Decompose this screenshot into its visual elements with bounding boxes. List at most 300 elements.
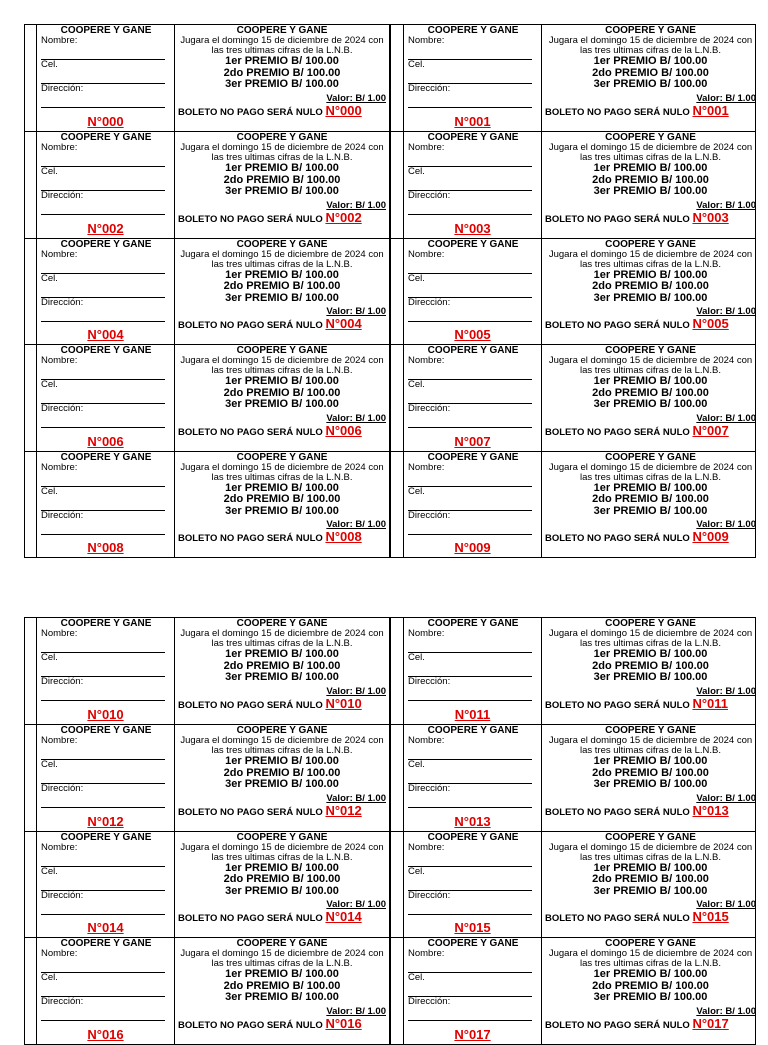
cel-line xyxy=(41,983,165,997)
nulo-notice xyxy=(178,1017,386,1032)
nulo-text: BOLETO NO PAGO SERÁ NULO xyxy=(545,213,690,225)
prize-1: 1er PREMIO B/ 100.00 xyxy=(593,268,708,281)
nulo-text: BOLETO NO PAGO SERÁ NULO xyxy=(545,913,690,925)
row-margin xyxy=(25,725,37,830)
cel-line xyxy=(408,70,532,84)
draw-text: Jugara el domingo 15 de diciembre de 2024 con las tres ultimas cifras de la L.N.B. xyxy=(180,142,384,164)
stub-title: COOPERE Y GANE xyxy=(427,132,519,144)
main-title: COOPERE Y GANE xyxy=(236,451,328,463)
cel-label: Cel. xyxy=(41,379,58,391)
address-line xyxy=(41,687,165,701)
ticket-value: Valor: B/ 1.00 xyxy=(696,1005,756,1017)
main-title: COOPERE Y GANE xyxy=(236,238,328,250)
main-title: COOPERE Y GANE xyxy=(605,345,696,357)
prize-3: 3er PREMIO B/ 100.00 xyxy=(225,778,339,791)
name-label: Nombre: xyxy=(408,735,445,747)
ticket-value: Valor: B/ 1.00 xyxy=(696,685,756,697)
stub-title: COOPERE Y GANE xyxy=(427,725,519,737)
draw-text: Jugara el domingo 15 de diciembre de 2024 con las tres ultimas cifras de la L.N.B. xyxy=(180,628,384,649)
address-line xyxy=(41,794,165,808)
ticket-number: N°006 xyxy=(325,422,362,438)
ticket-stub xyxy=(404,345,542,450)
stub-title: COOPERE Y GANE xyxy=(427,25,519,36)
draw-text: Jugara el domingo 15 de diciembre de 2024 con las tres ultimas cifras de la L.N.B. xyxy=(180,35,384,56)
prize-3: 3er PREMIO B/ 100.00 xyxy=(593,778,708,791)
cel-label: Cel. xyxy=(41,652,58,663)
prize-1: 1er PREMIO B/ 100.00 xyxy=(593,375,708,388)
prize-3: 3er PREMIO B/ 100.00 xyxy=(225,991,339,1004)
name-label: Nombre: xyxy=(408,948,445,960)
nulo-notice xyxy=(178,804,386,819)
ticket-row xyxy=(25,618,755,724)
stub-number: N°000 xyxy=(87,114,124,130)
name-label: Nombre: xyxy=(41,948,78,960)
prize-1: 1er PREMIO B/ 100.00 xyxy=(225,755,339,768)
prize-2: 2do PREMIO B/ 100.00 xyxy=(223,280,341,293)
nulo-text: BOLETO NO PAGO SERÁ NULO xyxy=(178,533,323,545)
address-line xyxy=(408,1007,532,1021)
row-divider xyxy=(390,452,404,557)
prize-1: 1er PREMIO B/ 100.00 xyxy=(225,968,339,981)
ticket-main xyxy=(175,725,390,830)
name-label: Nombre: xyxy=(408,142,445,154)
stub-number: N°004 xyxy=(87,327,124,343)
nulo-text: BOLETO NO PAGO SERÁ NULO xyxy=(545,106,690,118)
nulo-text: BOLETO NO PAGO SERÁ NULO xyxy=(545,533,690,545)
main-title: COOPERE Y GANE xyxy=(236,831,328,843)
name-line xyxy=(41,959,165,973)
cel-line xyxy=(41,390,165,404)
draw-text: Jugara el domingo 15 de diciembre de 2024 con las tres ultimas cifras de la L.N.B. xyxy=(548,355,753,377)
name-line xyxy=(408,959,532,973)
ticket-stub xyxy=(404,25,542,131)
stub-title: COOPERE Y GANE xyxy=(60,725,152,737)
ticket-main xyxy=(175,25,390,131)
address-line xyxy=(41,521,165,535)
cel-line xyxy=(41,70,165,84)
stub-number: N°011 xyxy=(454,707,491,723)
nulo-text: BOLETO NO PAGO SERÁ NULO xyxy=(545,806,690,818)
nulo-text: BOLETO NO PAGO SERÁ NULO xyxy=(178,699,323,711)
cel-label: Cel. xyxy=(41,759,58,771)
prize-1: 1er PREMIO B/ 100.00 xyxy=(593,755,708,768)
nulo-text: BOLETO NO PAGO SERÁ NULO xyxy=(178,426,323,438)
ticket-stub xyxy=(37,25,175,131)
address-line xyxy=(41,901,165,915)
stub-title: COOPERE Y GANE xyxy=(427,238,519,250)
nulo-text: BOLETO NO PAGO SERÁ NULO xyxy=(545,1019,690,1031)
nulo-text: BOLETO NO PAGO SERÁ NULO xyxy=(178,806,323,818)
draw-text: Jugara el domingo 15 de diciembre de 2024 con las tres ultimas cifras de la L.N.B. xyxy=(548,35,753,56)
prize-1: 1er PREMIO B/ 100.00 xyxy=(593,861,708,874)
ticket-value: Valor: B/ 1.00 xyxy=(696,792,756,804)
row-divider xyxy=(390,239,404,344)
stub-title: COOPERE Y GANE xyxy=(60,618,152,629)
address-line xyxy=(41,94,165,108)
cel-label: Cel. xyxy=(41,272,58,284)
row-divider xyxy=(390,345,404,450)
ticket-stub xyxy=(404,618,542,724)
main-title: COOPERE Y GANE xyxy=(605,831,696,843)
ticket-value: Valor: B/ 1.00 xyxy=(326,412,386,424)
address-label: Dirección: xyxy=(408,403,451,415)
cel-line xyxy=(41,497,165,511)
ticket-stub xyxy=(404,132,542,237)
prize-3: 3er PREMIO B/ 100.00 xyxy=(225,671,339,683)
row-margin xyxy=(25,938,37,1043)
ticket-number: N°014 xyxy=(325,909,362,925)
prize-2: 2do PREMIO B/ 100.00 xyxy=(223,493,341,506)
draw-text: Jugara el domingo 15 de diciembre de 2024 con las tres ultimas cifras de la L.N.B. xyxy=(180,248,384,270)
ticket-main xyxy=(175,832,390,937)
draw-text: Jugara el domingo 15 de diciembre de 2024 con las tres ultimas cifras de la L.N.B. xyxy=(180,735,384,757)
address-label: Dirección: xyxy=(408,83,451,94)
ticket-row xyxy=(25,344,755,450)
name-line xyxy=(41,746,165,760)
nulo-notice xyxy=(178,104,386,119)
address-line xyxy=(408,414,532,428)
address-line xyxy=(408,201,532,215)
stub-number: N°007 xyxy=(454,433,491,449)
draw-text: Jugara el domingo 15 de diciembre de 2024 con las tres ultimas cifras de la L.N.B. xyxy=(548,735,753,757)
address-label: Dirección: xyxy=(41,676,84,687)
stub-title: COOPERE Y GANE xyxy=(427,451,519,463)
main-title: COOPERE Y GANE xyxy=(605,238,696,250)
nulo-notice xyxy=(545,530,756,545)
ticket-row xyxy=(25,451,755,557)
address-label: Dirección: xyxy=(41,403,84,415)
cel-line xyxy=(41,177,165,191)
row-divider xyxy=(390,25,404,131)
name-label: Nombre: xyxy=(41,35,78,46)
prize-3: 3er PREMIO B/ 100.00 xyxy=(593,78,708,90)
ticket-row xyxy=(25,831,755,937)
draw-text: Jugara el domingo 15 de diciembre de 2024 con las tres ultimas cifras de la L.N.B. xyxy=(180,841,384,863)
prize-2: 2do PREMIO B/ 100.00 xyxy=(592,280,709,293)
row-margin xyxy=(25,345,37,450)
name-label: Nombre: xyxy=(41,248,78,260)
name-line xyxy=(41,639,165,653)
ticket-value: Valor: B/ 1.00 xyxy=(326,92,386,104)
name-label: Nombre: xyxy=(41,628,78,639)
ticket-main xyxy=(542,832,759,937)
prize-3: 3er PREMIO B/ 100.00 xyxy=(593,991,708,1004)
row-divider xyxy=(390,938,404,1043)
cel-line xyxy=(41,663,165,677)
address-line xyxy=(408,901,532,915)
cel-label: Cel. xyxy=(41,485,58,497)
address-line xyxy=(41,308,165,322)
stub-number: N°013 xyxy=(454,813,491,829)
ticket-main xyxy=(542,132,759,237)
ticket-value: Valor: B/ 1.00 xyxy=(326,306,386,318)
prize-3: 3er PREMIO B/ 100.00 xyxy=(593,671,708,683)
ticket-number: N°009 xyxy=(692,529,729,545)
stub-number: N°001 xyxy=(454,114,491,130)
address-label: Dirección: xyxy=(408,783,451,795)
stub-title: COOPERE Y GANE xyxy=(60,831,152,843)
name-line xyxy=(41,366,165,380)
ticket-row xyxy=(25,724,755,830)
ticket-number: N°004 xyxy=(325,316,362,332)
ticket-row xyxy=(25,238,755,344)
name-label: Nombre: xyxy=(408,841,445,853)
stub-number: N°003 xyxy=(454,220,491,236)
ticket-sheet-1 xyxy=(24,24,756,558)
cel-line xyxy=(408,663,532,677)
name-label: Nombre: xyxy=(41,841,78,853)
row-margin xyxy=(25,832,37,937)
ticket-main xyxy=(542,25,759,131)
main-title: COOPERE Y GANE xyxy=(605,25,696,36)
address-label: Dirección: xyxy=(408,676,451,687)
stub-number: N°017 xyxy=(454,1026,491,1042)
stub-title: COOPERE Y GANE xyxy=(60,938,152,950)
prize-3: 3er PREMIO B/ 100.00 xyxy=(593,398,708,411)
row-margin xyxy=(25,452,37,557)
name-label: Nombre: xyxy=(41,735,78,747)
ticket-number: N°000 xyxy=(325,102,362,118)
prize-3: 3er PREMIO B/ 100.00 xyxy=(593,185,708,198)
cel-label: Cel. xyxy=(408,272,425,284)
prize-1: 1er PREMIO B/ 100.00 xyxy=(225,162,339,175)
prize-2: 2do PREMIO B/ 100.00 xyxy=(223,873,341,886)
cel-label: Cel. xyxy=(408,972,425,984)
ticket-number: N°007 xyxy=(692,422,729,438)
address-line xyxy=(408,94,532,108)
name-label: Nombre: xyxy=(41,461,78,473)
prize-1: 1er PREMIO B/ 100.00 xyxy=(593,481,708,494)
ticket-stub xyxy=(37,618,175,724)
main-title: COOPERE Y GANE xyxy=(236,345,328,357)
ticket-number: N°003 xyxy=(692,209,729,225)
ticket-number: N°002 xyxy=(325,209,362,225)
ticket-value: Valor: B/ 1.00 xyxy=(326,199,386,211)
nulo-text: BOLETO NO PAGO SERÁ NULO xyxy=(178,913,323,925)
prize-2: 2do PREMIO B/ 100.00 xyxy=(592,766,709,779)
ticket-number: N°005 xyxy=(692,316,729,332)
name-line xyxy=(41,473,165,487)
address-line xyxy=(408,794,532,808)
ticket-value: Valor: B/ 1.00 xyxy=(696,412,756,424)
ticket-number: N°001 xyxy=(692,102,729,118)
nulo-notice xyxy=(545,697,756,712)
ticket-value: Valor: B/ 1.00 xyxy=(326,685,386,697)
prize-2: 2do PREMIO B/ 100.00 xyxy=(223,766,341,779)
nulo-text: BOLETO NO PAGO SERÁ NULO xyxy=(545,699,690,711)
cel-line xyxy=(408,877,532,891)
stub-title: COOPERE Y GANE xyxy=(60,25,152,36)
address-line xyxy=(41,201,165,215)
ticket-main xyxy=(175,618,390,724)
ticket-number: N°017 xyxy=(692,1015,729,1031)
address-line xyxy=(41,414,165,428)
name-line xyxy=(41,260,165,274)
address-label: Dirección: xyxy=(41,296,84,308)
name-label: Nombre: xyxy=(41,355,78,367)
address-label: Dirección: xyxy=(408,889,451,901)
prize-1: 1er PREMIO B/ 100.00 xyxy=(225,375,339,388)
row-divider xyxy=(390,725,404,830)
prize-2: 2do PREMIO B/ 100.00 xyxy=(223,66,341,79)
ticket-stub xyxy=(37,938,175,1043)
prize-3: 3er PREMIO B/ 100.00 xyxy=(225,398,339,411)
nulo-text: BOLETO NO PAGO SERÁ NULO xyxy=(178,213,323,225)
cel-label: Cel. xyxy=(408,59,425,70)
ticket-number: N°012 xyxy=(325,802,362,818)
cel-label: Cel. xyxy=(41,865,58,877)
stub-title: COOPERE Y GANE xyxy=(60,238,152,250)
ticket-stub xyxy=(37,132,175,237)
ticket-value: Valor: B/ 1.00 xyxy=(326,899,386,911)
name-label: Nombre: xyxy=(408,628,445,639)
cel-line xyxy=(41,284,165,298)
prize-2: 2do PREMIO B/ 100.00 xyxy=(592,873,709,886)
cel-line xyxy=(408,497,532,511)
ticket-main xyxy=(542,452,759,557)
ticket-row xyxy=(25,937,755,1043)
nulo-text: BOLETO NO PAGO SERÁ NULO xyxy=(545,320,690,332)
prize-3: 3er PREMIO B/ 100.00 xyxy=(593,504,708,517)
nulo-text: BOLETO NO PAGO SERÁ NULO xyxy=(545,426,690,438)
ticket-row xyxy=(25,131,755,237)
address-label: Dirección: xyxy=(41,190,84,202)
nulo-notice xyxy=(545,1017,756,1032)
name-line xyxy=(41,153,165,167)
ticket-number: N°011 xyxy=(692,695,728,711)
cel-label: Cel. xyxy=(408,652,425,663)
stub-number: N°006 xyxy=(87,433,124,449)
cel-label: Cel. xyxy=(408,379,425,391)
draw-text: Jugara el domingo 15 de diciembre de 2024 con las tres ultimas cifras de la L.N.B. xyxy=(180,948,384,970)
main-title: COOPERE Y GANE xyxy=(605,451,696,463)
draw-text: Jugara el domingo 15 de diciembre de 2024 con las tres ultimas cifras de la L.N.B. xyxy=(180,355,384,377)
address-label: Dirección: xyxy=(41,889,84,901)
prize-2: 2do PREMIO B/ 100.00 xyxy=(223,173,341,186)
name-line xyxy=(408,853,532,867)
prize-2: 2do PREMIO B/ 100.00 xyxy=(592,386,709,399)
prize-3: 3er PREMIO B/ 100.00 xyxy=(225,78,339,90)
stub-title: COOPERE Y GANE xyxy=(60,345,152,357)
stub-number: N°008 xyxy=(87,539,124,555)
prize-3: 3er PREMIO B/ 100.00 xyxy=(225,185,339,198)
nulo-notice xyxy=(545,804,756,819)
stub-number: N°016 xyxy=(87,1026,124,1042)
prize-3: 3er PREMIO B/ 100.00 xyxy=(225,291,339,304)
ticket-main xyxy=(175,452,390,557)
nulo-notice xyxy=(178,697,386,712)
address-line xyxy=(408,308,532,322)
name-label: Nombre: xyxy=(41,142,78,154)
ticket-number: N°010 xyxy=(325,695,362,711)
cel-line xyxy=(408,177,532,191)
ticket-stub xyxy=(37,725,175,830)
stub-number: N°015 xyxy=(454,920,491,936)
name-line xyxy=(41,46,165,60)
nulo-notice xyxy=(178,317,386,332)
row-margin xyxy=(25,132,37,237)
cel-label: Cel. xyxy=(41,166,58,178)
ticket-main xyxy=(542,345,759,450)
ticket-main xyxy=(175,345,390,450)
cel-line xyxy=(408,983,532,997)
prize-3: 3er PREMIO B/ 100.00 xyxy=(593,291,708,304)
ticket-main xyxy=(175,239,390,344)
prize-1: 1er PREMIO B/ 100.00 xyxy=(225,268,339,281)
name-label: Nombre: xyxy=(408,461,445,473)
address-label: Dirección: xyxy=(41,783,84,795)
address-label: Dirección: xyxy=(41,83,84,94)
ticket-stub xyxy=(404,938,542,1043)
draw-text: Jugara el domingo 15 de diciembre de 2024 con las tres ultimas cifras de la L.N.B. xyxy=(548,628,753,649)
cel-label: Cel. xyxy=(408,865,425,877)
ticket-value: Valor: B/ 1.00 xyxy=(326,519,386,531)
ticket-main xyxy=(542,725,759,830)
cel-label: Cel. xyxy=(408,485,425,497)
ticket-main xyxy=(175,938,390,1043)
stub-title: COOPERE Y GANE xyxy=(427,345,519,357)
ticket-value: Valor: B/ 1.00 xyxy=(696,519,756,531)
main-title: COOPERE Y GANE xyxy=(236,618,328,629)
ticket-value: Valor: B/ 1.00 xyxy=(696,306,756,318)
ticket-stub xyxy=(404,725,542,830)
stub-number: N°012 xyxy=(87,813,124,829)
prize-3: 3er PREMIO B/ 100.00 xyxy=(225,504,339,517)
name-line xyxy=(408,746,532,760)
name-line xyxy=(408,46,532,60)
ticket-main xyxy=(542,618,759,724)
address-line xyxy=(408,521,532,535)
ticket-value: Valor: B/ 1.00 xyxy=(326,792,386,804)
row-divider xyxy=(390,132,404,237)
ticket-main xyxy=(175,132,390,237)
name-label: Nombre: xyxy=(408,248,445,260)
draw-text: Jugara el domingo 15 de diciembre de 2024 con las tres ultimas cifras de la L.N.B. xyxy=(548,461,753,483)
cel-label: Cel. xyxy=(41,972,58,984)
prize-1: 1er PREMIO B/ 100.00 xyxy=(593,968,708,981)
nulo-notice xyxy=(178,910,386,925)
ticket-main xyxy=(542,239,759,344)
main-title: COOPERE Y GANE xyxy=(605,938,696,950)
cel-line xyxy=(41,770,165,784)
row-margin xyxy=(25,25,37,131)
prize-1: 1er PREMIO B/ 100.00 xyxy=(225,861,339,874)
main-title: COOPERE Y GANE xyxy=(605,132,696,144)
prize-2: 2do PREMIO B/ 100.00 xyxy=(223,979,341,992)
nulo-text: BOLETO NO PAGO SERÁ NULO xyxy=(178,106,323,118)
main-title: COOPERE Y GANE xyxy=(605,618,696,629)
draw-text: Jugara el domingo 15 de diciembre de 2024 con las tres ultimas cifras de la L.N.B. xyxy=(548,841,753,863)
prize-1: 1er PREMIO B/ 100.00 xyxy=(593,162,708,175)
prize-2: 2do PREMIO B/ 100.00 xyxy=(592,66,709,79)
row-margin xyxy=(25,618,37,724)
ticket-value: Valor: B/ 1.00 xyxy=(326,1005,386,1017)
name-line xyxy=(408,473,532,487)
row-divider xyxy=(390,618,404,724)
ticket-value: Valor: B/ 1.00 xyxy=(696,92,756,104)
cel-line xyxy=(408,284,532,298)
ticket-stub xyxy=(404,239,542,344)
stub-number: N°002 xyxy=(87,220,124,236)
nulo-notice xyxy=(178,211,386,226)
ticket-value: Valor: B/ 1.00 xyxy=(696,199,756,211)
nulo-text: BOLETO NO PAGO SERÁ NULO xyxy=(178,1019,323,1031)
stub-title: COOPERE Y GANE xyxy=(427,618,519,629)
cel-line xyxy=(408,770,532,784)
ticket-sheet-2 xyxy=(24,617,756,1045)
name-line xyxy=(408,260,532,274)
stub-number: N°009 xyxy=(454,539,491,555)
